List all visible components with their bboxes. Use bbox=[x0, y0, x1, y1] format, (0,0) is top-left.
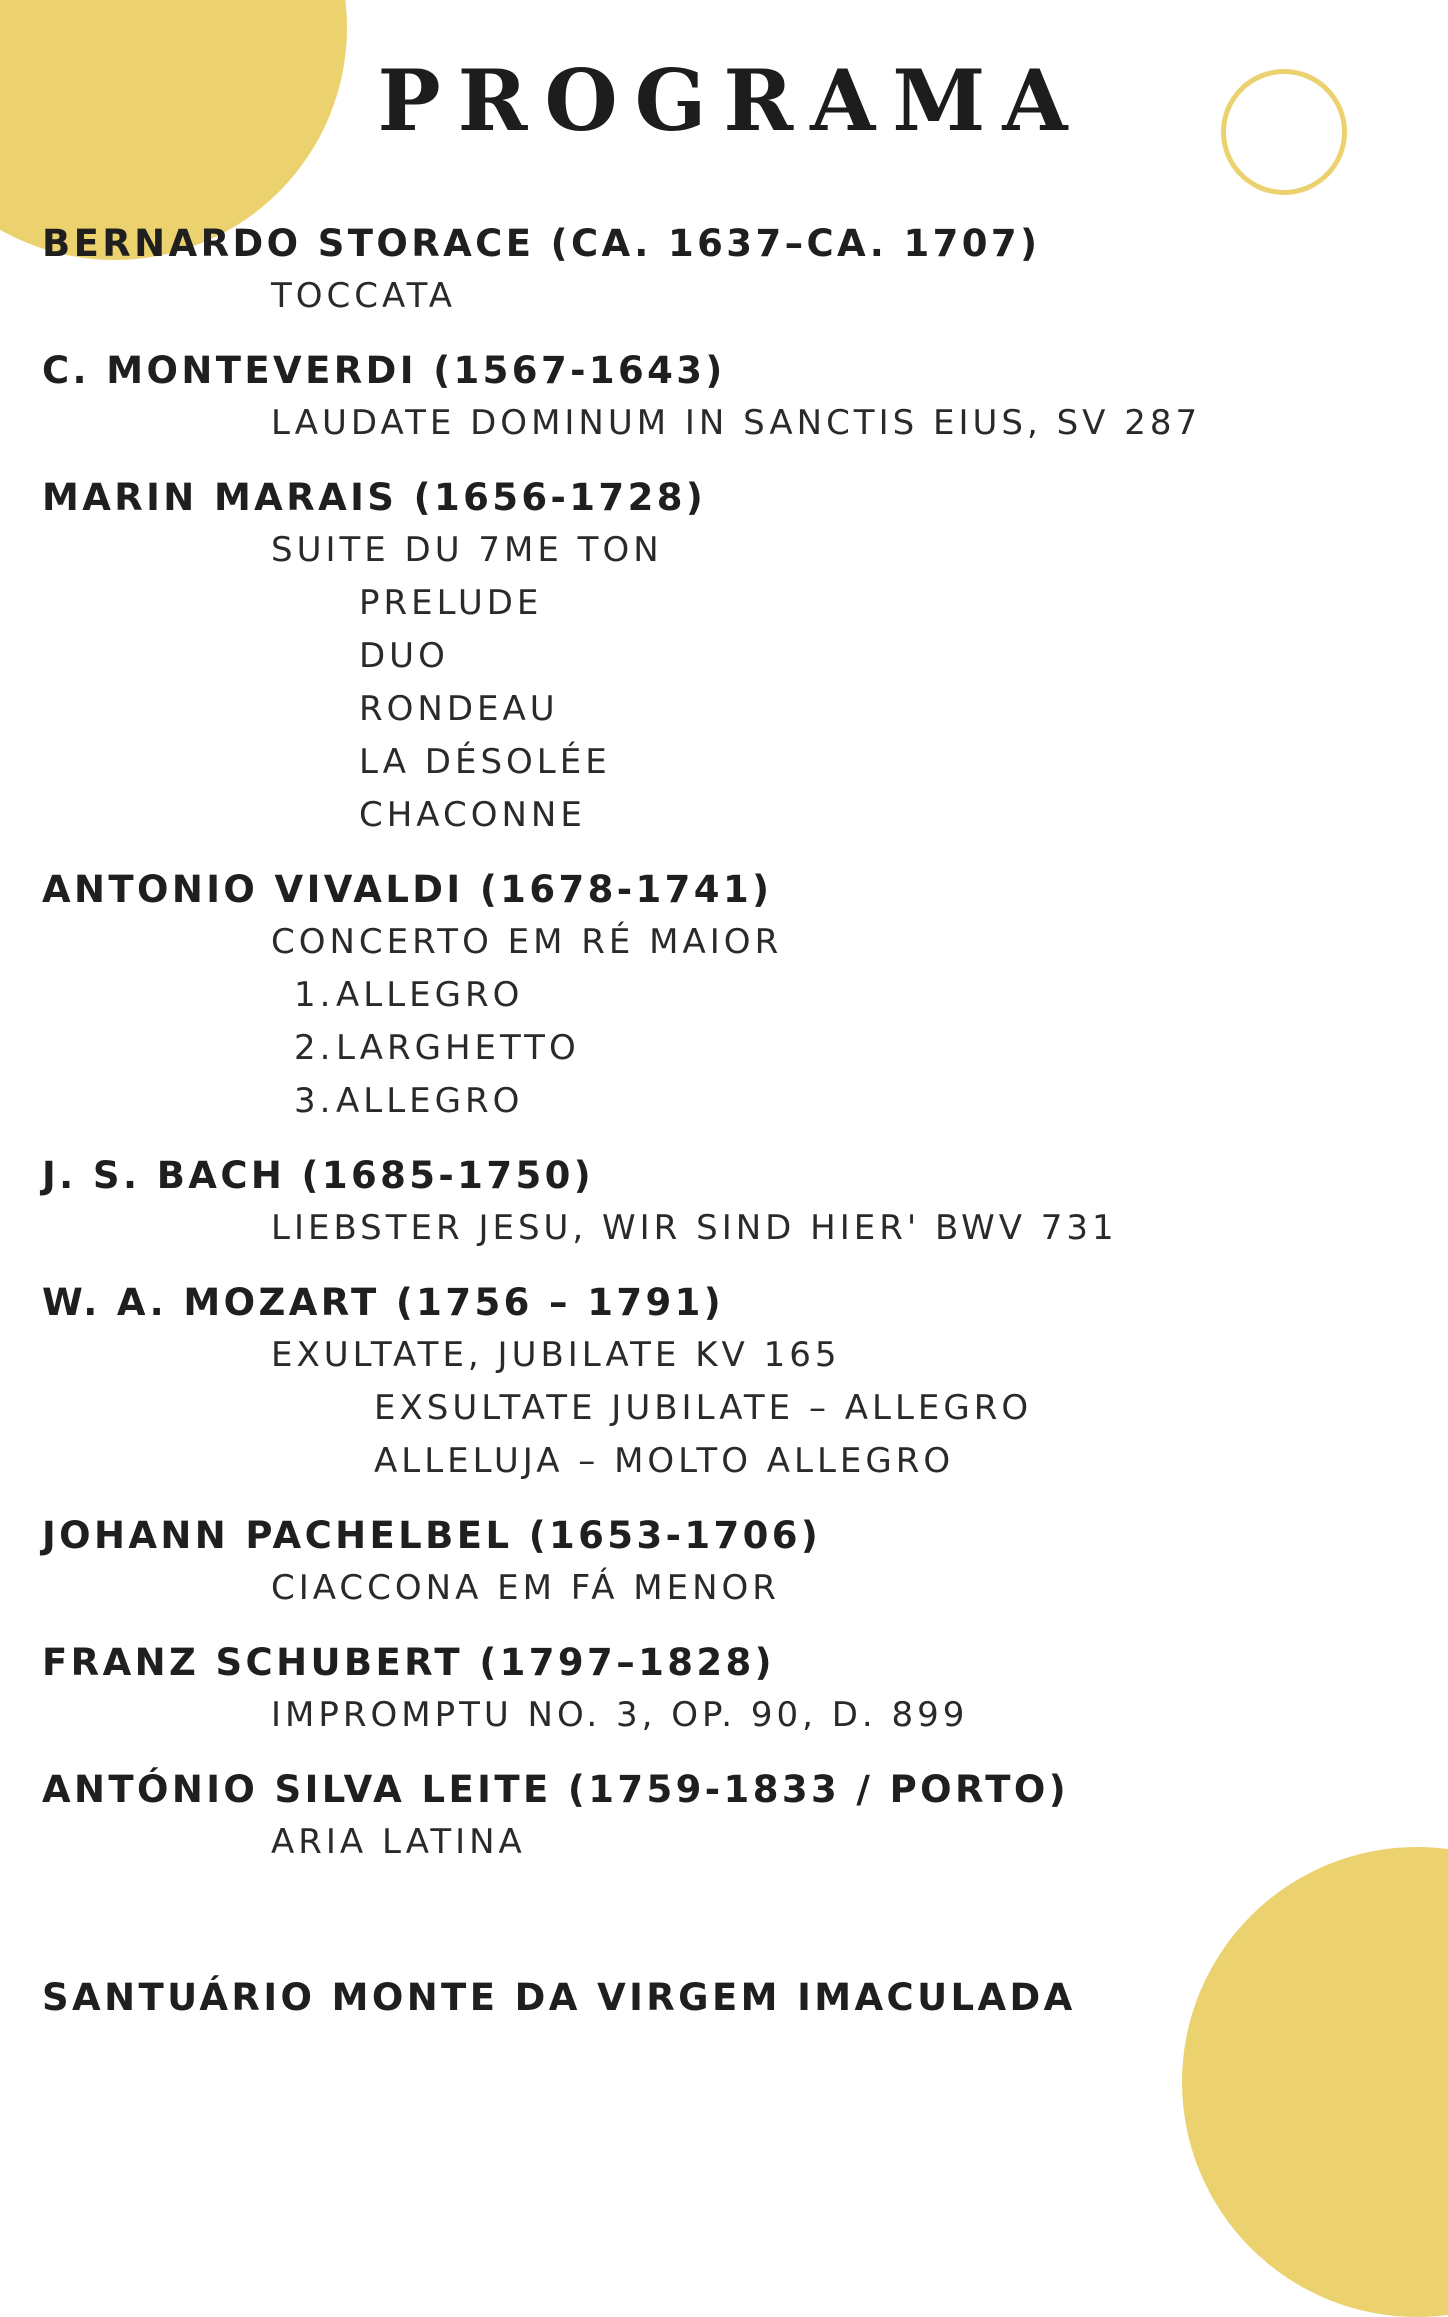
composer-name: ANTONIO VIVALDI (1678-1741) bbox=[42, 868, 773, 911]
movement-title: ALLEGRO bbox=[336, 975, 524, 1015]
movement-title: DUO bbox=[359, 636, 449, 676]
work-title: LAUDATE DOMINUM IN SANCTIS EIUS, SV 287 bbox=[271, 403, 1202, 443]
movement-item bbox=[42, 1075, 1422, 1128]
program-entry-pachelbel bbox=[42, 1510, 1422, 1615]
program-entry-storace bbox=[42, 218, 1422, 323]
movement-title: ALLEGRO bbox=[336, 1081, 524, 1121]
movement-number: 2. bbox=[294, 1028, 335, 1068]
program-entry-bach bbox=[42, 1150, 1422, 1255]
movement-title: CHACONNE bbox=[359, 795, 586, 835]
composer-name: MARIN MARAIS (1656-1728) bbox=[42, 476, 707, 519]
composer-name: ANTÓNIO SILVA LEITE (1759-1833 / PORTO) bbox=[42, 1768, 1070, 1811]
movement-item bbox=[42, 1022, 1422, 1075]
movement-number: 1. bbox=[294, 975, 335, 1015]
work-title: IMPROMPTU NO. 3, OP. 90, D. 899 bbox=[271, 1695, 969, 1735]
program-entry-vivaldi bbox=[42, 864, 1422, 1128]
page-title: PROGRAMA bbox=[377, 51, 1085, 150]
program-list bbox=[42, 218, 1422, 1891]
work-title: CONCERTO EM RÉ MAIOR bbox=[271, 922, 783, 962]
decorative-circle-bottom-right bbox=[1182, 1847, 1448, 2317]
program-entry-silva-leite bbox=[42, 1764, 1422, 1869]
program-entry-monteverdi bbox=[42, 345, 1422, 450]
composer-name: C. MONTEVERDI (1567-1643) bbox=[42, 349, 726, 392]
work-title: LIEBSTER JESU, WIR SIND HIER' BWV 731 bbox=[271, 1208, 1118, 1248]
movement-title: LARGHETTO bbox=[336, 1028, 580, 1068]
composer-name: FRANZ SCHUBERT (1797–1828) bbox=[42, 1641, 775, 1684]
program-entry-schubert bbox=[42, 1637, 1422, 1742]
movement-title: PRELUDE bbox=[359, 583, 543, 623]
composer-name: BERNARDO STORACE (CA. 1637–CA. 1707) bbox=[42, 222, 1041, 265]
composer-name: W. A. MOZART (1756 – 1791) bbox=[42, 1281, 725, 1324]
work-title: SUITE DU 7ME TON bbox=[271, 530, 663, 570]
work-title: ARIA LATINA bbox=[271, 1822, 526, 1862]
movement-title: EXSULTATE JUBILATE – ALLEGRO bbox=[374, 1388, 1033, 1428]
movement-title: RONDEAU bbox=[359, 689, 559, 729]
work-title: EXULTATE, JUBILATE KV 165 bbox=[271, 1335, 841, 1375]
movement-item bbox=[42, 969, 1422, 1022]
composer-name: J. S. BACH (1685-1750) bbox=[42, 1154, 595, 1197]
movement-title: ALLELUJA – MOLTO ALLEGRO bbox=[374, 1441, 955, 1481]
composer-name: JOHANN PACHELBEL (1653-1706) bbox=[42, 1514, 822, 1557]
movement-number: 3. bbox=[294, 1081, 335, 1121]
work-title: TOCCATA bbox=[271, 276, 457, 316]
program-entry-marais bbox=[42, 472, 1422, 842]
work-title: CIACCONA EM FÁ MENOR bbox=[271, 1568, 780, 1608]
venue-name: SANTUÁRIO MONTE DA VIRGEM IMACULADA bbox=[42, 1976, 1076, 2019]
movement-title: LA DÉSOLÉE bbox=[359, 742, 611, 782]
program-entry-mozart bbox=[42, 1277, 1422, 1488]
